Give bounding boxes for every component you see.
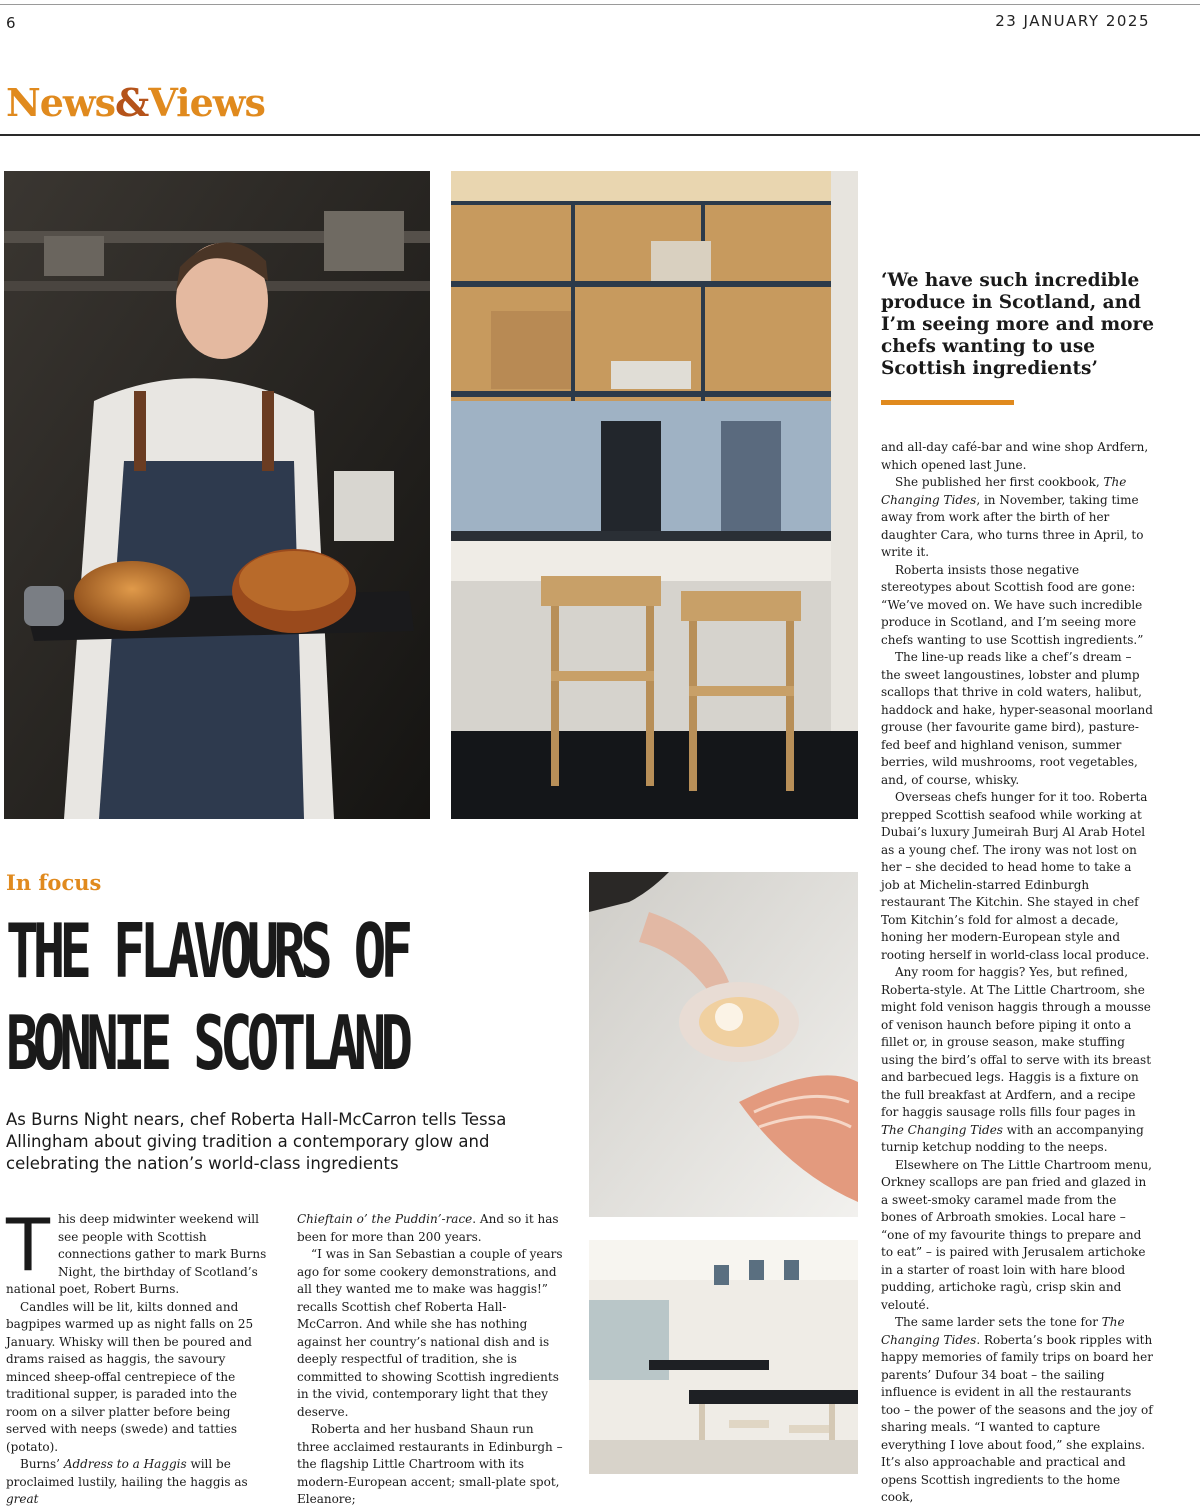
body-paragraph: Overseas chefs hunger for it too. Roberta prepped Scottish seafood while working at Dubai’s luxury Jumeirah Burj Al Arab Hotel as a young chef. The irony was not lost on her – she decided to head home to take a job at Michelin-starred Edinburgh restaurant The Kitchin. She stayed in chef Tom Kitchin’s fold for almost a decade, honing her modern-European style and rooting herself in world-class local produce. [881,790,1150,962]
body-italic: great [6,1492,39,1506]
body-paragraph: Elsewhere on The Little Chartroom menu, Orkney scallops are pan fried and glazed in a sweet-smoky caramel made from the bones of Arbroath smokies. Local hare – “one of my favourite things to prepare and to eat” – is paired with Jerusalem artichoke in a starter of roast loin with hare blood pudding, artichoke ragù, crisp skin and velouté. [881,1157,1152,1312]
body-paragraph: The line-up reads like a chef’s dream – the sweet langoustines, lobster and plump scallops that thrive in cold waters, halibut, haddock and hake, hyper-seasonal moorland grouse (her favourite game bird), pasture-fed beef and highland venison, summer berries, wild mushrooms, root vegetables, and, of course, whisky. [881,650,1153,787]
body-text: . And so it has been for more than 200 years. [297,1212,559,1244]
section-rule [0,134,1200,136]
body-column-3 [881,439,1153,1504]
dining-room-photo [589,1240,858,1474]
article-headline: THE FLAVOURS OF BONNIE SCOTLAND [6,907,408,1087]
body-italic: The Changing Tides [881,475,1127,507]
body-paragraph [881,1314,1153,1507]
body-paragraph: “I was in San Sebastian a couple of years ago for some cookery demonstrations, and all they wanted me to make was haggis!” recalls Scottish chef Roberta Hall-McCarron. And while she has nothing against her country’s national dish and is deeply respectful of tradition, she is committed to showing Scottish ingredients in the vivid, contemporary light that they deserve. [297,1247,563,1419]
body-column-1 [6,1203,272,1506]
article-kicker: In focus [6,870,102,895]
body-text: will be proclaimed lustily, hailing the haggis as [6,1457,248,1489]
body-italic: Chieftain o’ the Puddin’-race [297,1212,473,1226]
section-title-part1: News [6,80,116,125]
section-title-amp: & [115,80,149,125]
top-rule [0,4,1200,5]
body-column-2 [297,1211,567,1506]
page-number: 6 [6,14,16,32]
body-paragraph [297,1211,567,1246]
section-title [6,80,265,125]
body-text: Burns’ [20,1457,64,1471]
body-text: She published her first cookbook, [895,475,1104,489]
body-paragraph: Roberta insists those negative stereotypes about Scottish food are gone: “We’ve moved on. We have such incredible produce in Scotland, and I’m seeing more chefs wanting to use Scottish ingredients.” [881,562,1144,647]
body-paragraph: Roberta and her husband Shaun run three acclaimed restaurants in Edinburgh – the flagship Little Chartroom with its modern-European accent; small-plate spot, Eleanore; [297,1422,563,1506]
body-paragraph: Candles will be lit, kilts donned and bagpipes warmed up as night falls on 25 January. Whisky will then be poured and drams raised as haggis, the savoury minced sheep-offal centrepiece of the traditional supper, is paraded into the room on a silver platter before being served with neeps (swede) and tatties (potato). [6,1299,254,1454]
issue-date: 23 JANUARY 2025 [995,12,1150,30]
body-text: . Roberta’s book ripples with happy memories of family trips on board her parents’ Dufour 34 boat – the sailing influence is evident in all the restaurants too – the power of the seasons and the joy of sharing meals. “I wanted to capture everything I love about food,” she explains. It’s also approachable and practical and opens Scottish ingredients to the home cook, [881,1332,1153,1504]
body-italic: The Changing Tides [881,1315,1125,1347]
kitchen-counter-photo [451,171,858,819]
article-standfirst: As Burns Night nears, chef Roberta Hall-McCarron tells Tessa Allingham about giving tradition a contemporary glow and celebrating the nation’s world-class ingredients [6,1110,507,1173]
body-paragraph [881,474,1153,562]
body-italic: Address to a Haggis [63,1457,187,1471]
scallop-shell-photo [589,872,858,1217]
body-text: with an accompanying turnip ketchup nodding to the neeps. [881,1122,1144,1154]
body-italic: The Changing Tides [881,1122,1003,1137]
body-paragraph [881,964,1153,1157]
body-text: The same larder sets the tone for [895,1315,1102,1329]
body-text: , in November, taking time away from work after the birth of her daughter Cara, who turns three in April, to write it. [881,492,1144,559]
body-paragraph [6,1456,272,1509]
chef-with-pies-photo [4,171,430,819]
body-paragraph: and all-day café-bar and wine shop Ardfern, which opened last June. [881,440,1149,472]
section-title-part2: Views [148,80,265,125]
body-text: his deep midwinter weekend will see people with Scottish connections gather to mark Burns Night, the birthday of Scotland’s national poet, Robert Burns. [6,1212,267,1296]
body-paragraph [6,1203,272,1299]
body-text: Any room for haggis? Yes, but refined, Roberta-style. At The Little Chartroom, she might fold venison haggis through a mousse of venison haunch before piping it onto a fillet or, in grouse season, make stuffing using the bird’s offal to serve with its breast and barbecued legs. Haggis is a fixture on the full breakfast at Ardfern, and a recipe for haggis sausage rolls fills four pages in [881,965,1152,1119]
pull-quote-rule [881,400,1014,405]
drop-cap: T [6,1203,50,1287]
pull-quote: ‘We have such incredible produce in Scotland, and I’m seeing more and more chefs wanting to use Scottish ingredients’ [881,270,1155,379]
